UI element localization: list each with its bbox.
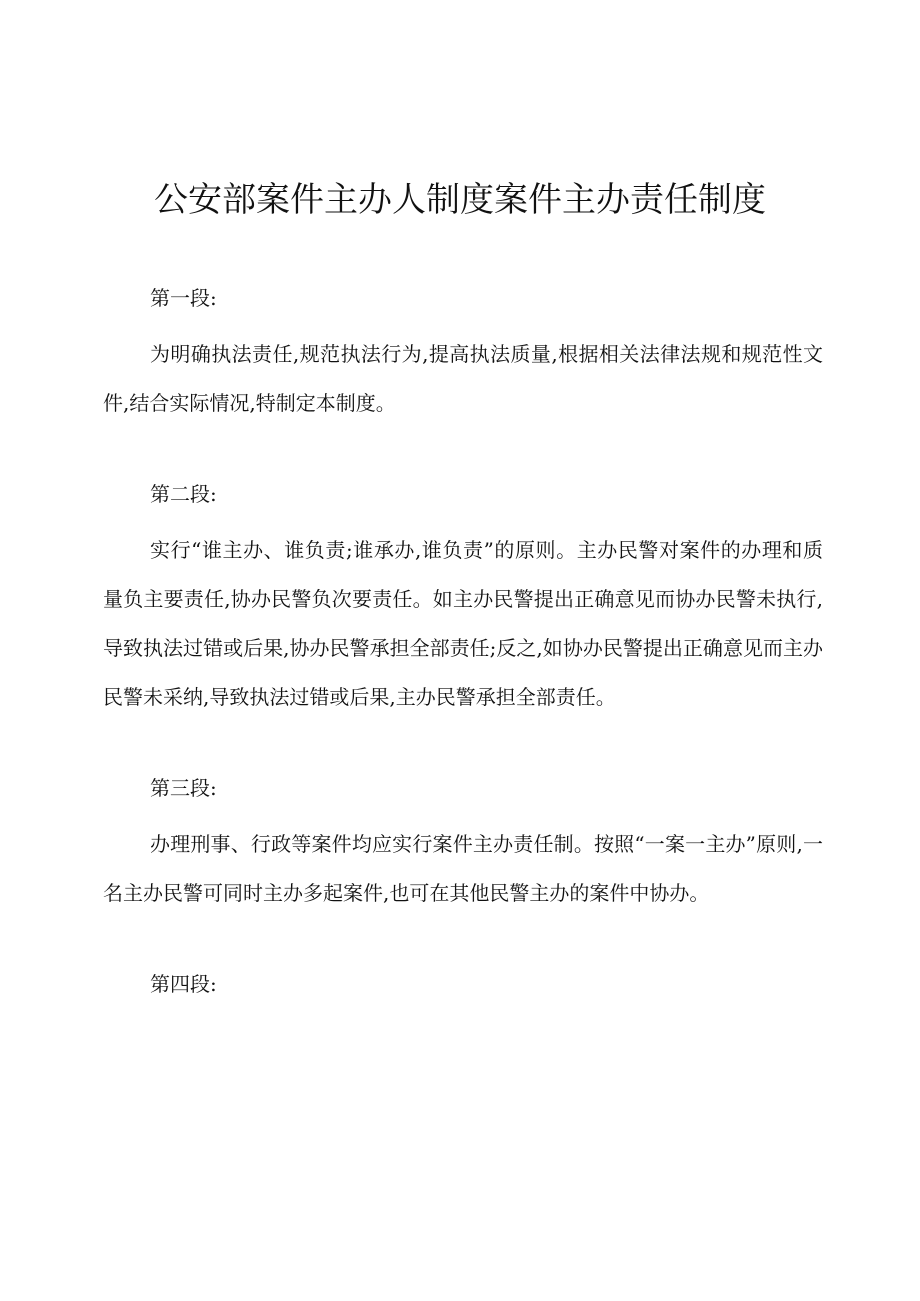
section-heading: 第三段: xyxy=(150,776,217,800)
section-paragraph: 实行“谁主办、谁负责;谁承办,谁负责”的原则。主办民警对案件的办理和质量负主要责任,协办民警负次要责任。如主办民警提出正确意见而协办民警未执行,导致执法过错或后果,协办民警承担全部责任;反之,如协办民警提出正确意见而主办民警未采纳,导致执法过错或后果,主办民警承担全部责任。 xyxy=(103,538,823,709)
section-heading: 第四段: xyxy=(150,972,217,996)
section-2 xyxy=(103,476,823,722)
section-paragraph: 为明确执法责任,规范执法行为,提高执法质量,根据相关法律法规和规范性文件,结合实际情况,特制定本制度。 xyxy=(103,342,823,415)
document-title: 公安部案件主办人制度案件主办责任制度 xyxy=(154,180,766,220)
section-4 xyxy=(103,966,823,1002)
document-body xyxy=(103,280,823,1050)
section-1 xyxy=(103,280,823,428)
section-paragraph: 办理刑事、行政等案件均应实行案件主办责任制。按照“一案一主办”原则,一名主办民警可同时主办多起案件,也可在其他民警主办的案件中协办。 xyxy=(103,832,823,905)
section-3 xyxy=(103,770,823,918)
section-heading: 第二段: xyxy=(150,482,217,506)
section-heading: 第一段: xyxy=(150,286,217,310)
